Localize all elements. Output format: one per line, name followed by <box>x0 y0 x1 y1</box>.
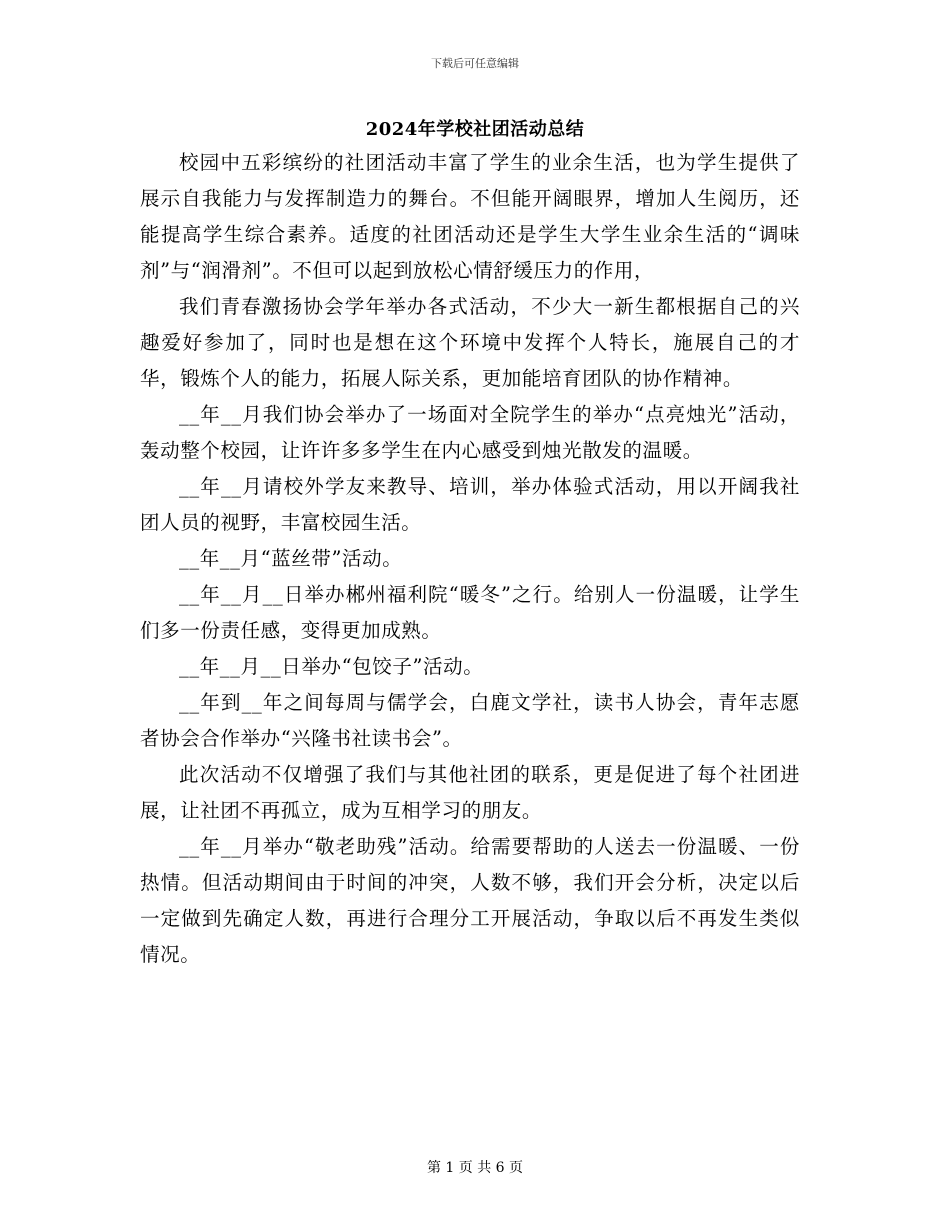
page-header-note: 下载后可任意编辑 <box>431 57 519 70</box>
paragraph-training-event: __年__月请校外学友来教导、培训，举办体验式活动，用以开阔我社团人员的视野，丰富校园生活。 <box>140 475 800 534</box>
paragraph-elderly-care-event: __年__月举办“敬老助残”活动。给需要帮助的人送去一份温暖、一份热情。但活动期间由于时间的冲突，人数不够，我们开会分析，决定以后一定做到先确定人数，再进行合理分工开展活动，争取以后不再发生类似情况。 <box>140 835 800 966</box>
paragraph-warm-winter-event: __年__月__日举办郴州福利院“暖冬”之行。给别人一份温暖，让学生们多一份责任感，变得更加成熟。 <box>140 583 800 642</box>
paragraph-blue-ribbon-event: __年__月“蓝丝带”活动。 <box>179 547 403 570</box>
document-title: 2024年学校社团活动总结 <box>365 119 585 140</box>
paragraph-club-connections: 此次活动不仅增强了我们与其他社团的联系，更是促进了每个社团进展，让社团不再孤立，成为互相学习的朋友。 <box>140 763 800 822</box>
document-body <box>140 145 800 973</box>
paragraph-reading-club: __年到__年之间每周与儒学会，白鹿文学社，读书人协会，青年志愿者协会合作举办“兴隆书社读书会”。 <box>140 691 800 750</box>
paragraph-candlelight-event: __年__月我们协会举办了一场面对全院学生的举办“点亮烛光”活动，轰动整个校园，让许许多多学生在内心感受到烛光散发的温暖。 <box>140 403 800 462</box>
page-number: 第 1 页 共 6 页 <box>426 1160 524 1176</box>
paragraph-intro: 校园中五彩缤纷的社团活动丰富了学生的业余生活，也为学生提供了展示自我能力与发挥制造力的舞台。不但能开阔眼界，增加人生阅历，还能提高学生综合素养。适度的社团活动还是学生大学生业余生活的“调味剂”与“润滑剂”。不但可以起到放松心情舒缓压力的作用， <box>140 151 800 282</box>
paragraph-dumpling-event: __年__月__日举办“包饺子”活动。 <box>179 655 484 678</box>
paragraph-association: 我们青春激扬协会学年举办各式活动，不少大一新生都根据自己的兴趣爱好参加了，同时也是想在这个环境中发挥个人特长，施展自己的才华，锻炼个人的能力，拓展人际关系，更加能培育团队的协作精神。 <box>140 295 800 390</box>
